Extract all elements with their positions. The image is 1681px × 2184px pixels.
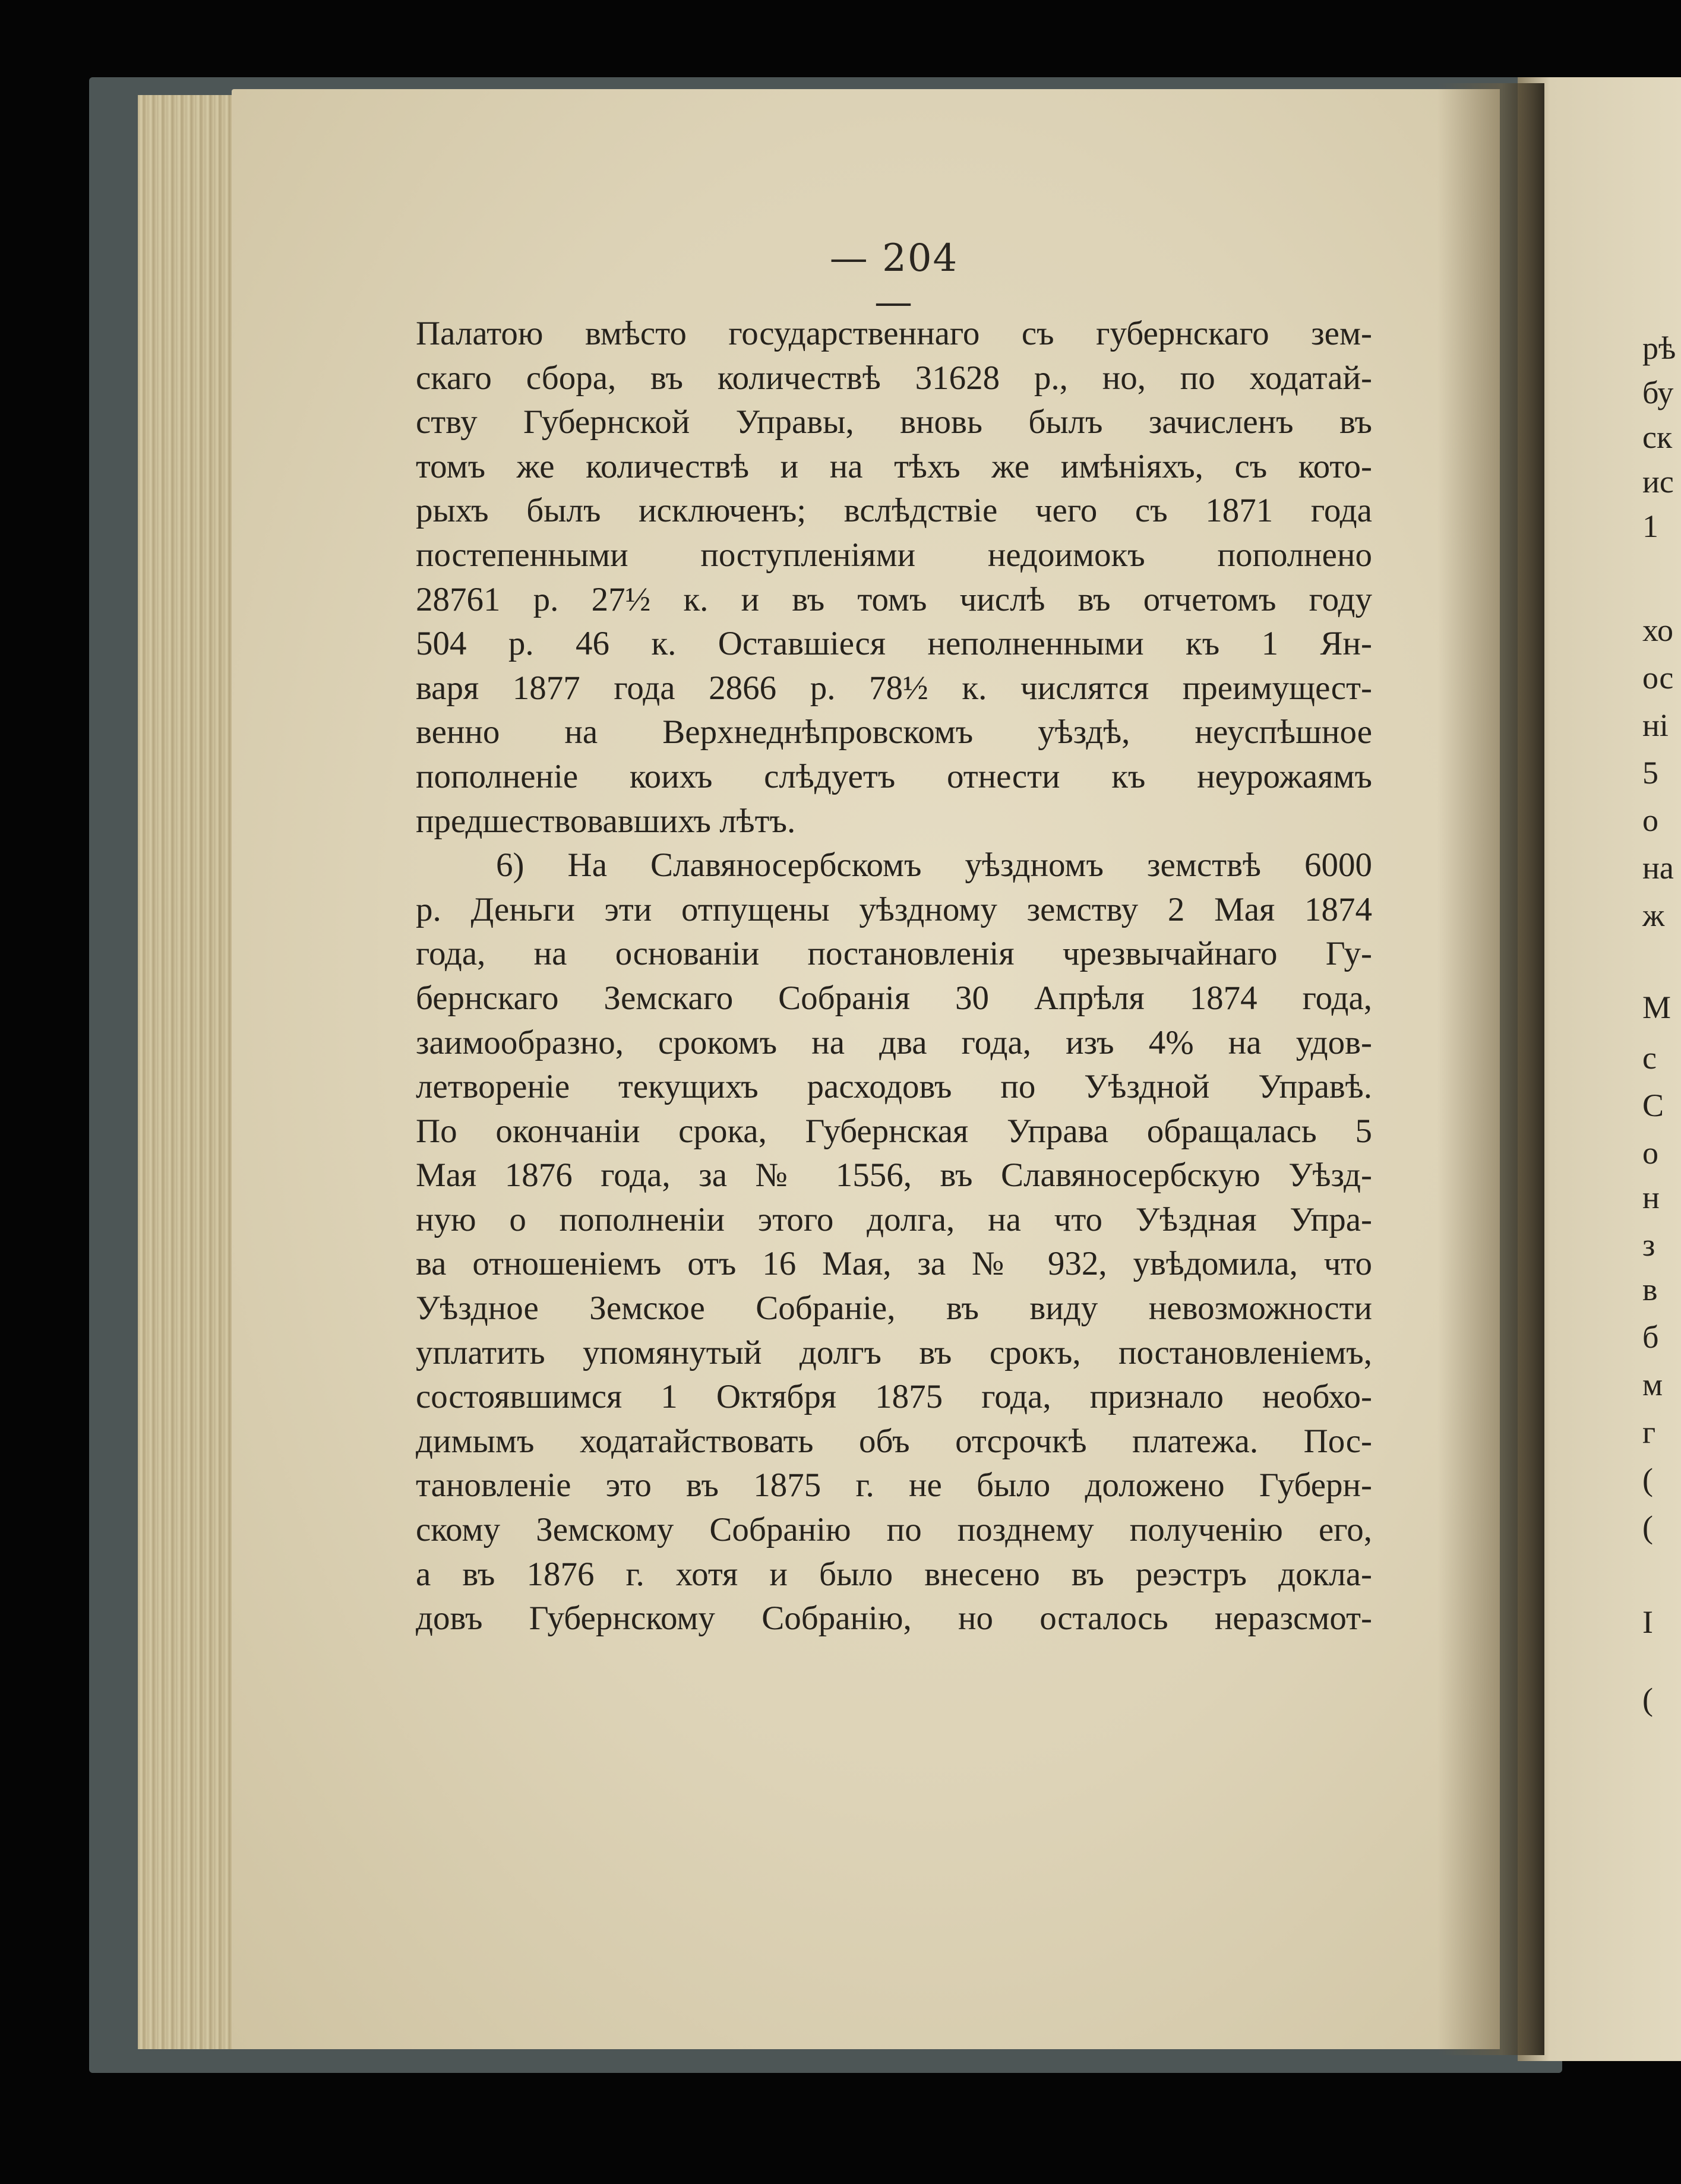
- facing-fragment: хо: [1642, 612, 1673, 648]
- facing-fragment: г: [1642, 1414, 1656, 1450]
- text-line: скаго сбора, въ количествѣ 31628 р., но, по ходатай-: [416, 359, 1372, 397]
- text-line: постепенными поступленіями недоимокъ пополнено: [416, 536, 1372, 574]
- book-gutter: [1437, 83, 1544, 2055]
- text-line: пополненіе коихъ слѣдуетъ отнести къ неурожаямъ: [416, 757, 1372, 795]
- facing-fragment: (: [1642, 1682, 1653, 1717]
- facing-fragment: б: [1642, 1319, 1659, 1355]
- page-number: — 204 —: [829, 236, 959, 324]
- text-line: бернскаго Земскаго Собранія 30 Апрѣля 1874 года,: [416, 979, 1372, 1017]
- facing-fragment: С: [1642, 1088, 1664, 1123]
- text-line: тановленіе это въ 1875 г. не было доложено Губерн-: [416, 1466, 1372, 1505]
- facing-fragment: в: [1642, 1272, 1658, 1307]
- text-line: димымъ ходатайствовать объ отсрочкѣ платежа. Пос-: [416, 1422, 1372, 1460]
- facing-fragment: ж: [1642, 897, 1665, 933]
- text-line: рыхъ былъ исключенъ; вслѣдствіе чего съ 1871 года: [416, 492, 1372, 530]
- text-line: года, на основаніи постановленія чрезвычайнаго Гу-: [416, 935, 1372, 973]
- text-line: довъ Губернскому Собранію, но осталось неразсмот-: [416, 1600, 1372, 1638]
- text-line: состоявшимся 1 Октября 1875 года, признало необхо-: [416, 1378, 1372, 1416]
- facing-fragment: І: [1642, 1604, 1653, 1640]
- text-line: летвореніе текущихъ расходовъ по Уѣздной Управѣ.: [416, 1068, 1372, 1106]
- page-edges: [138, 95, 239, 2049]
- text-line: томъ же количествѣ и на тѣхъ же имѣніяхъ, съ кото-: [416, 447, 1372, 485]
- text-line: ную о пополненіи этого долга, на что Уѣздная Упра-: [416, 1200, 1372, 1238]
- facing-fragment: о: [1642, 1135, 1658, 1171]
- facing-fragment: 5: [1642, 755, 1658, 791]
- text-line: варя 1877 года 2866 р. 78½ к. числятся преимущест-: [416, 669, 1372, 707]
- text-line: уплатить упомянутый долгъ въ срокъ, постановленіемъ,: [416, 1333, 1372, 1371]
- facing-fragment: ис: [1642, 464, 1674, 500]
- facing-fragment: на: [1642, 850, 1674, 886]
- page-body-text: [416, 312, 1372, 1641]
- facing-fragment: ск: [1642, 419, 1673, 455]
- facing-fragment: с: [1642, 1040, 1657, 1076]
- facing-fragment: рѣ: [1642, 330, 1676, 366]
- facing-fragment: (: [1642, 1462, 1653, 1497]
- text-line: ва отношеніемъ отъ 16 Мая, за № 932, увѣдомила, что: [416, 1245, 1372, 1283]
- text-line: Уѣздное Земское Собраніе, въ виду невозможности: [416, 1289, 1372, 1328]
- text-line: ству Губернской Управы, вновь былъ зачисленъ въ: [416, 403, 1372, 441]
- text-line: По окончаніи срока, Губернская Управа обращалась 5: [416, 1112, 1372, 1150]
- text-line: венно на Верхнеднѣпровскомъ уѣздѣ, неуспѣшное: [416, 713, 1372, 751]
- text-line: р. Деньги эти отпущены уѣздному земству 2 Мая 1874: [416, 890, 1372, 928]
- text-line: Палатою вмѣсто государственнаго съ губернскаго зем-: [416, 315, 1372, 352]
- text-line: Мая 1876 года, за № 1556, въ Славяносербскую Уѣзд-: [416, 1156, 1372, 1194]
- text-line: 6) На Славяносербскомъ уѣздномъ земствѣ 6000: [496, 846, 1372, 884]
- facing-fragment: (: [1642, 1509, 1653, 1545]
- text-line: 28761 р. 27½ к. и въ томъ числѣ въ отчетомъ году: [416, 580, 1372, 618]
- facing-fragment: з: [1642, 1227, 1655, 1263]
- text-line: а въ 1876 г. хотя и было внесено въ реэстръ доклa-: [416, 1555, 1372, 1593]
- facing-fragment: бу: [1642, 375, 1674, 410]
- facing-fragment: М: [1642, 990, 1671, 1025]
- text-line: 504 р. 46 к. Оставшіеся неполненными къ 1 Ян-: [416, 625, 1372, 663]
- facing-fragment: о: [1642, 802, 1658, 838]
- text-line: предшествовавшихъ лѣтъ.: [416, 802, 796, 840]
- facing-fragment: ні: [1642, 707, 1669, 743]
- facing-fragment: м: [1642, 1367, 1663, 1402]
- facing-fragment: ос: [1642, 660, 1674, 696]
- text-line: заимообразно, срокомъ на два года, изъ 4% на удов-: [416, 1023, 1372, 1061]
- text-line: скому Земскому Собранію по позднему полученію его,: [416, 1511, 1372, 1549]
- facing-fragment: 1: [1642, 508, 1658, 544]
- facing-fragment: н: [1642, 1180, 1660, 1215]
